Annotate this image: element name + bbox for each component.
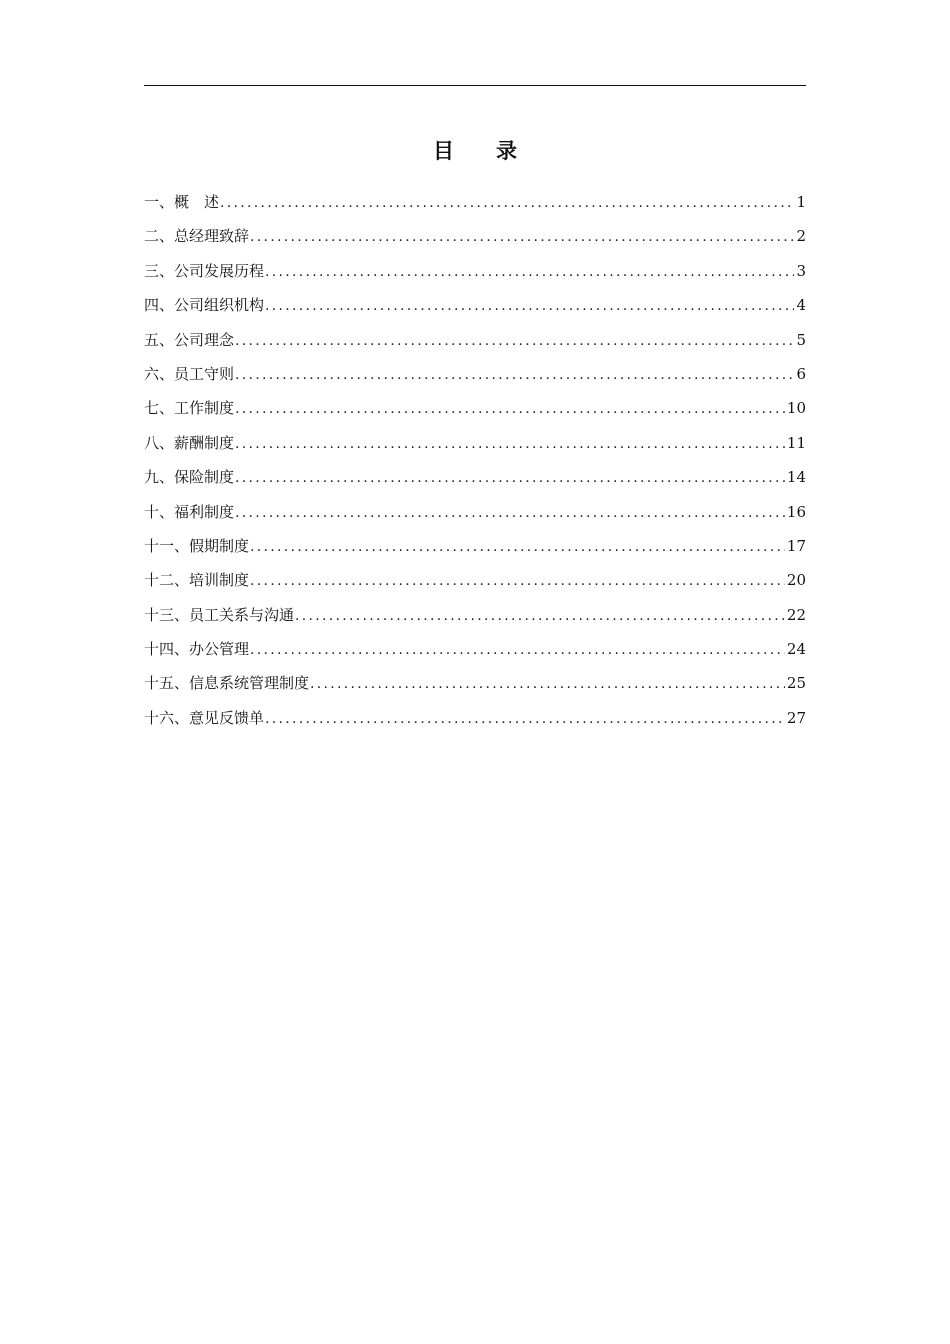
toc-entry-label: 七、工作制度 [144, 399, 235, 418]
toc-dot-leader [235, 358, 794, 391]
toc-entry-page: 4 [796, 296, 806, 315]
toc-entry[interactable] [144, 426, 806, 460]
toc-entry[interactable] [144, 219, 806, 253]
toc-entry-page: 24 [786, 640, 806, 659]
toc-entry-page: 22 [786, 605, 806, 624]
toc-entry-label: 四、公司组织机构 [144, 296, 265, 315]
toc-dot-leader [235, 392, 785, 425]
toc-entry-label: 五、公司理念 [144, 330, 235, 349]
toc-dot-leader [220, 186, 794, 219]
toc-dot-leader [295, 599, 785, 632]
toc-entry[interactable] [144, 288, 806, 322]
toc-entry-label: 十四、办公管理 [144, 640, 250, 659]
toc-entry[interactable] [144, 701, 806, 735]
toc-entry-label: 六、员工守则 [144, 364, 235, 383]
toc-dot-leader [235, 461, 785, 494]
toc-dot-leader [235, 496, 785, 529]
toc-dot-leader [310, 667, 785, 700]
toc-entry[interactable] [144, 185, 806, 219]
toc-entry-label: 三、公司发展历程 [144, 261, 265, 280]
toc-dot-leader [235, 324, 794, 357]
toc-dot-leader [250, 564, 785, 597]
toc-entry[interactable] [144, 529, 806, 563]
toc-title: 目 录 [433, 139, 517, 163]
toc-entry[interactable] [144, 391, 806, 425]
toc-entry-page: 20 [786, 571, 806, 590]
toc-dot-leader [250, 220, 794, 253]
toc-entry-page: 17 [786, 536, 806, 555]
toc-entry[interactable] [144, 323, 806, 357]
toc-entry-page: 3 [796, 261, 806, 280]
toc-entry-page: 1 [796, 193, 806, 211]
toc-entry-label: 十一、假期制度 [144, 536, 250, 555]
toc-entry[interactable] [144, 666, 806, 700]
toc-entry[interactable] [144, 632, 806, 666]
toc-dot-leader [265, 255, 794, 288]
toc-entry[interactable] [144, 254, 806, 288]
toc-dot-leader [265, 702, 785, 735]
toc-entry-page: 2 [796, 227, 806, 246]
toc-list [144, 185, 806, 735]
toc-entry-page: 25 [786, 674, 806, 693]
toc-entry-label: 十三、员工关系与沟通 [144, 605, 295, 624]
toc-dot-leader [250, 633, 785, 666]
toc-entry-page: 6 [796, 364, 806, 383]
toc-entry-label: 二、总经理致辞 [144, 227, 250, 246]
toc-entry-label: 十六、意见反馈单 [144, 708, 265, 727]
toc-entry[interactable] [144, 495, 806, 529]
toc-entry-page: 10 [786, 399, 806, 418]
toc-entry-page: 27 [786, 708, 806, 727]
toc-dot-leader [235, 427, 785, 460]
toc-entry[interactable] [144, 563, 806, 597]
toc-entry-label: 九、保险制度 [144, 468, 235, 487]
toc-entry-label: 八、薪酬制度 [144, 433, 235, 452]
toc-entry-page: 14 [786, 468, 806, 487]
toc-entry-label: 十二、培训制度 [144, 571, 250, 590]
toc-dot-leader [265, 289, 794, 322]
toc-entry[interactable] [144, 598, 806, 632]
toc-entry-label: 一、概 述 [144, 193, 220, 211]
toc-entry-page: 5 [796, 330, 806, 349]
header-rule [144, 85, 806, 86]
toc-entry-label: 十五、信息系统管理制度 [144, 674, 310, 693]
toc-entry[interactable] [144, 357, 806, 391]
toc-dot-leader [250, 530, 785, 563]
toc-entry[interactable] [144, 460, 806, 494]
toc-entry-page: 11 [786, 433, 806, 452]
toc-entry-label: 十、福利制度 [144, 502, 235, 521]
toc-entry-page: 16 [786, 502, 806, 521]
